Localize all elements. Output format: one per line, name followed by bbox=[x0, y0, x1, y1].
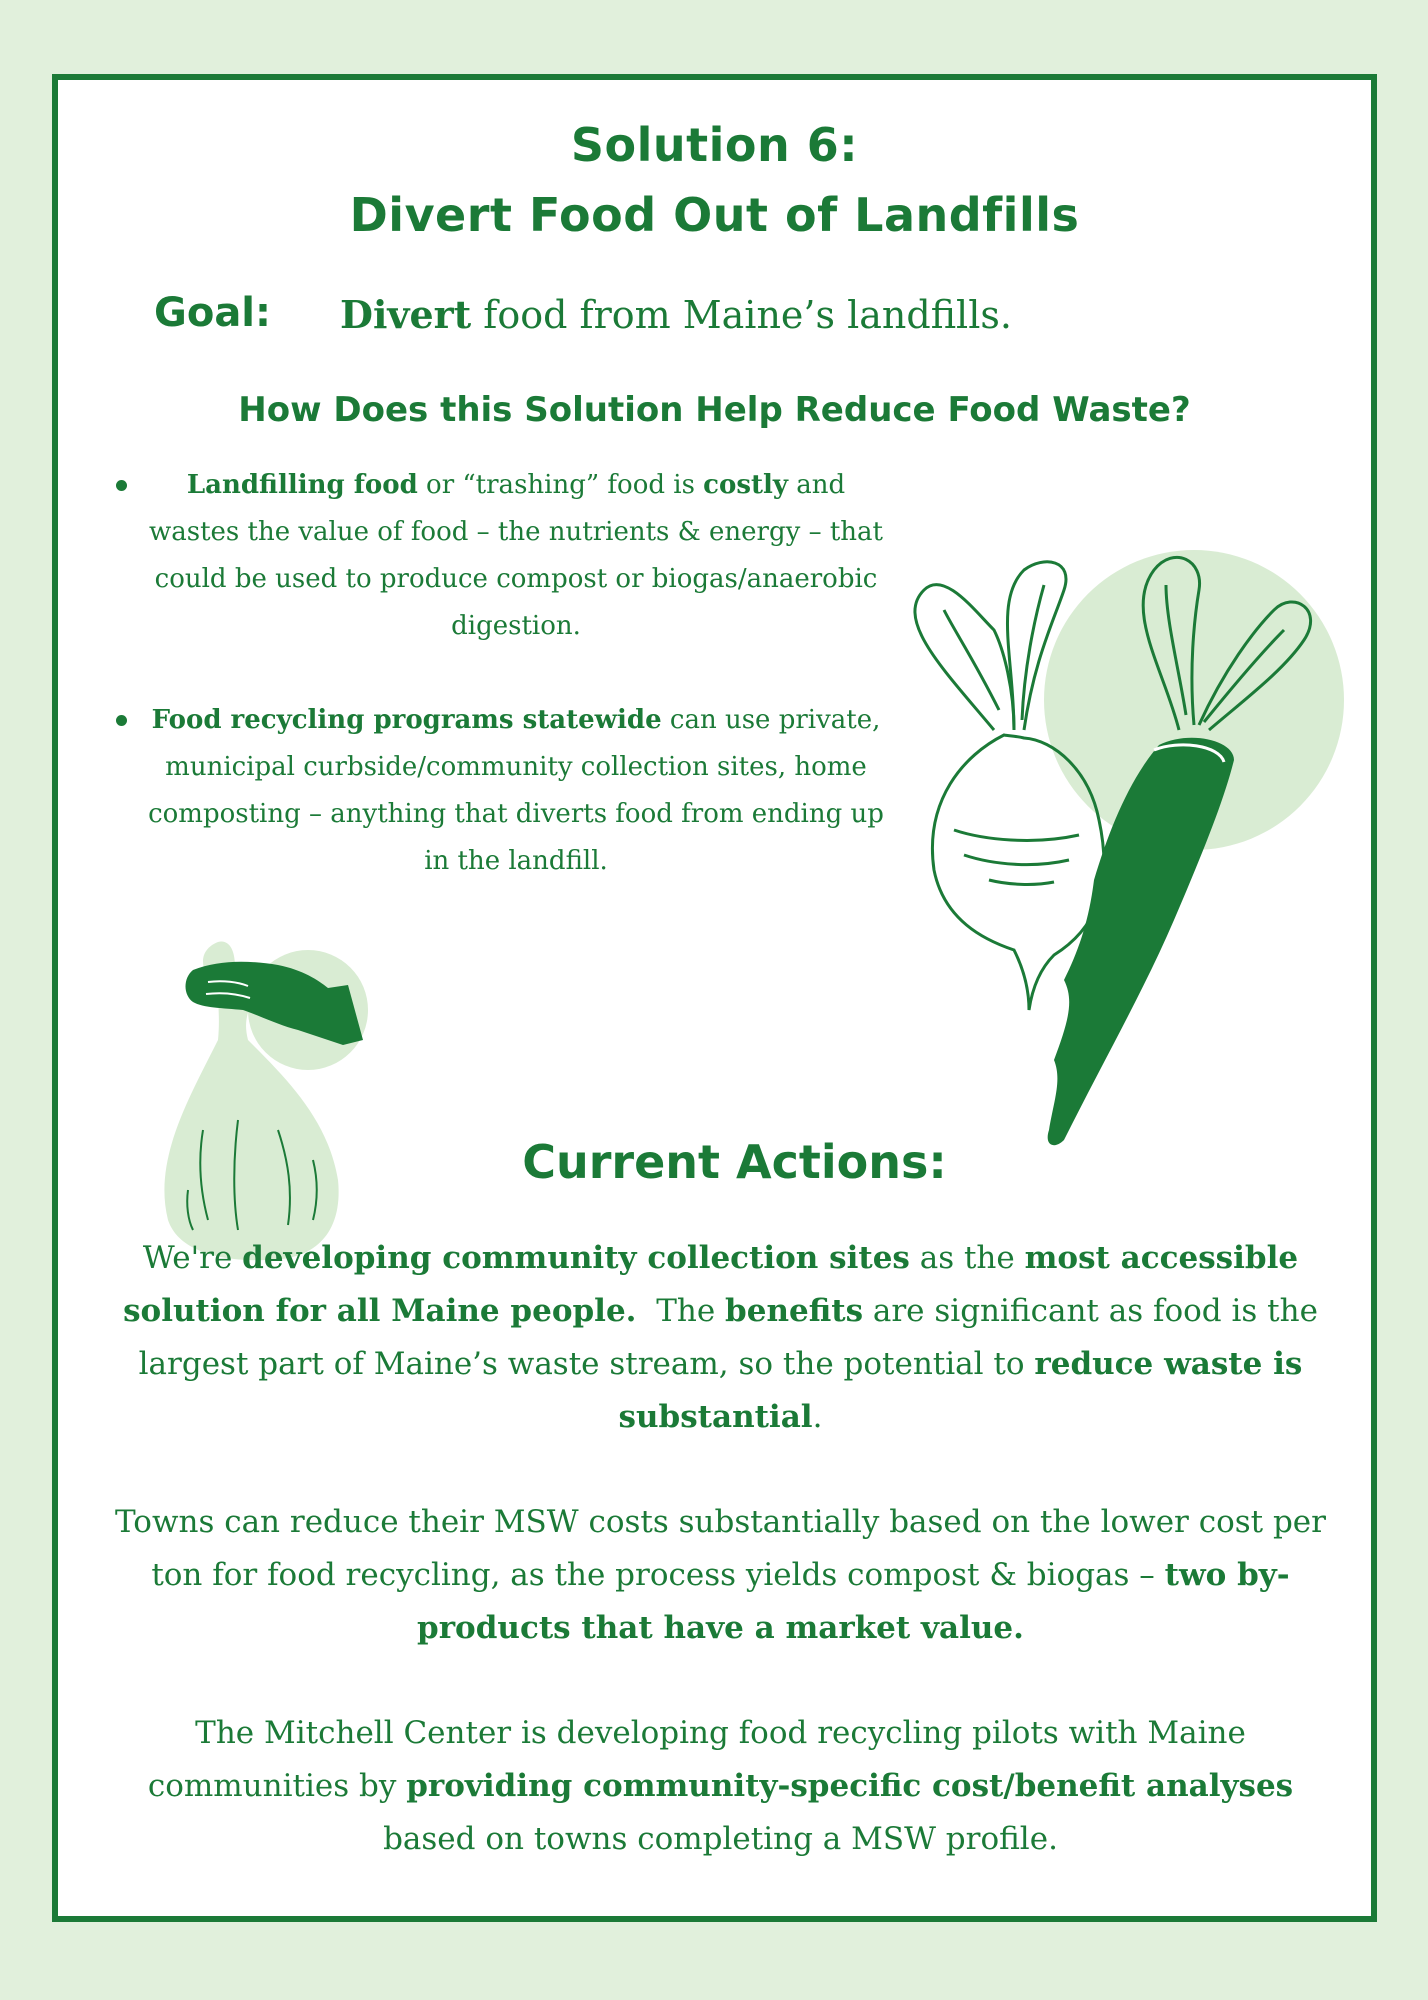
bullet-list bbox=[108, 462, 888, 885]
goal-rest: food from Maine’s landfills. bbox=[471, 293, 1012, 337]
para-text: The bbox=[636, 1293, 726, 1329]
para-text: as the bbox=[909, 1240, 1025, 1276]
paragraph-mitchell-center bbox=[98, 1707, 1343, 1866]
how-heading: How Does this Solution Help Reduce Food Waste? bbox=[238, 390, 1191, 430]
para-bold: providing community-specific cost/benefit analyses bbox=[406, 1768, 1294, 1804]
para-bold: benefits bbox=[725, 1293, 864, 1329]
para-text: We're bbox=[142, 1240, 243, 1276]
bullet-item-recycling bbox=[108, 697, 888, 885]
goal-label: Goal: bbox=[154, 290, 272, 336]
bullet-bold: costly bbox=[703, 470, 788, 500]
para-text: The Mitchell Center is developing food recycling pilots with Maine communities by bbox=[147, 1715, 1246, 1804]
goal-bold: Divert bbox=[340, 292, 472, 337]
para-text: are significant as food is the largest part of Maine’s waste stream, so the potential to bbox=[138, 1293, 1318, 1382]
current-actions-heading: Current Actions: bbox=[522, 1135, 947, 1189]
content-card bbox=[52, 74, 1377, 1922]
bullet-text: can use private, municipal curbside/community collection sites, home composting – anything that diverts food from ending up in the landfill. bbox=[148, 705, 884, 876]
bullet-dot bbox=[116, 715, 127, 726]
para-bold: two by-products that have a market value. bbox=[417, 1557, 1290, 1646]
goal-text bbox=[340, 292, 1012, 337]
goal-row bbox=[154, 290, 1254, 350]
beet-and-carrot-illustration bbox=[904, 500, 1344, 1180]
bullet-bold: Landfilling food bbox=[186, 470, 418, 500]
para-bold: developing community collection sites bbox=[242, 1240, 910, 1276]
para-text: based on towns completing a MSW profile. bbox=[383, 1821, 1058, 1857]
bullet-bold: Food recycling programs statewide bbox=[151, 705, 662, 735]
bullet-text: and wastes the value of food – the nutrients & energy – that could be used to produce compost or biogas/anaerobic digestion. bbox=[148, 470, 883, 641]
para-bold: reduce waste is substantial bbox=[618, 1346, 1303, 1435]
paragraph-msw-costs bbox=[98, 1496, 1343, 1655]
title-line-1: Solution 6: bbox=[570, 118, 859, 172]
hand-holding-bag-illustration bbox=[138, 930, 398, 1270]
para-text: . bbox=[812, 1399, 823, 1435]
para-text: Towns can reduce their MSW costs substantially based on the lower cost per ton for food recycling, as the process yields compost & biogas – bbox=[115, 1504, 1326, 1593]
para-bold: most accessible solution for all Maine people. bbox=[123, 1240, 1299, 1329]
bullet-dot bbox=[116, 480, 127, 491]
bullet-text: or “trashing” food is bbox=[417, 470, 704, 500]
paragraph-community-sites bbox=[98, 1232, 1343, 1444]
bullet-item-landfilling bbox=[108, 462, 888, 650]
title-line-2: Divert Food Out of Landfills bbox=[349, 188, 1080, 242]
